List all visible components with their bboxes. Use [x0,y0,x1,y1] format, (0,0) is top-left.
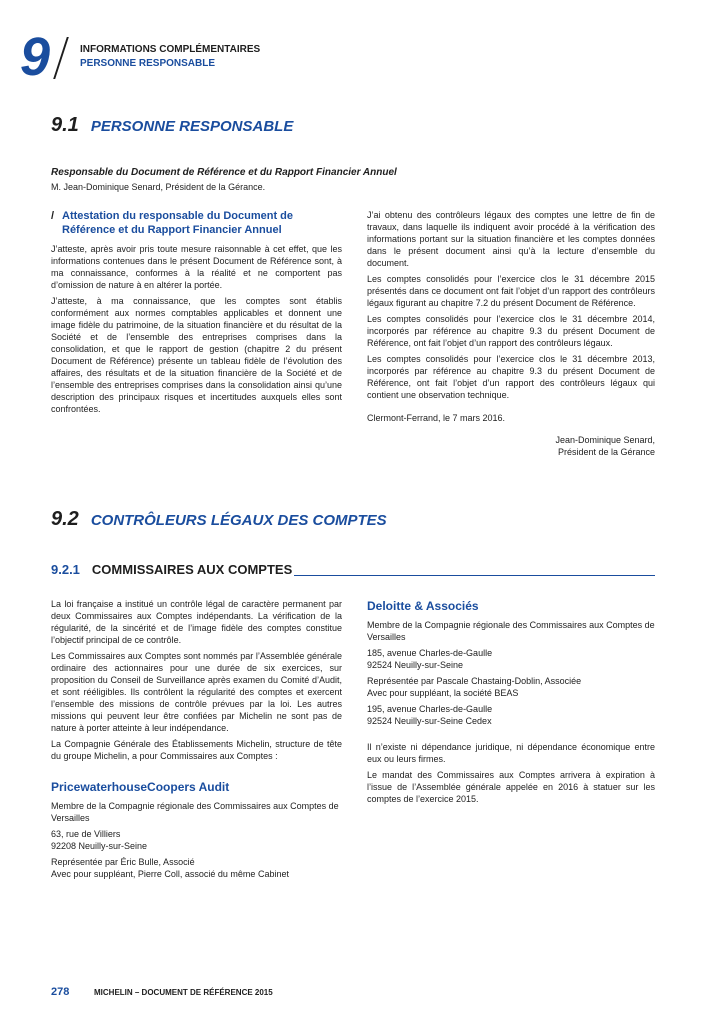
header-section-label: INFORMATIONS COMPLÉMENTAIRES [80,44,261,55]
attestation-right-column [367,209,655,458]
subsection-title: COMMISSAIRES AUX COMPTES [91,562,293,577]
section-title: CONTRÔLEURS LÉGAUX DES COMPTES [90,512,387,529]
firm-address [51,828,342,852]
paragraph: Les comptes consolidés pour l’exercice clos le 31 décembre 2014, incorporés par référence au chapitre 9.3 du présent Document de Référence, ont fait l’objet d’un rapport des contrôleurs légaux. [367,314,655,348]
lead-text: M. Jean-Dominique Senard, Président de la Gérance. [51,182,266,192]
header-divider [53,37,69,79]
paragraph: Le mandat des Commissaires aux Comptes arrivera à expiration à l’issue de l’Assemblée générale appelée en 2016 à statuer sur les comptes de l’exercice 2015. [367,770,655,804]
address-line: 63, rue de Villiers [51,829,121,839]
substitute-address [367,703,655,727]
paragraph: J’atteste, à ma connaissance, que les comptes sont établis conformément aux normes comptables applicables et donnent une image fidèle du patrimoine, de la situation financière et du résultat de la Société et de l’ensemble des entreprises comprises dans la consolidation, et que le rapport de gestion (chapitre 2 du présent Document de Référence) présente un tableau fidèle de l’évolution des affaires, des résultats et de la situation financière de la Société et de l’ensemble des entreprises comprises dans la consolidation ainsi qu’une description des principaux risques et incertitudes auxquels elles sont confrontées. [51,296,342,414]
substitute: Avec pour suppléant, Pierre Coll, associé du même Cabinet [51,869,289,879]
signature-name: Jean-Dominique Senard, [555,435,655,445]
firm-membership: Membre de la Compagnie régionale des Commissaires aux Comptes de Versailles [51,801,339,823]
place-date: Clermont-Ferrand, le 7 mars 2016. [367,413,506,423]
paragraph: La loi française a institué un contrôle légal de caractère permanent par deux Commissaires aux Comptes indépendants. La vérification de la régularité, de la sincérité et de l’image fidèle des comptes constitue l’objectif principal de ce contrôle. [51,599,342,645]
signature-role: Président de la Gérance [557,447,655,457]
paragraph: Les comptes consolidés pour l’exercice clos le 31 décembre 2013, incorporés par référence au chapitre 9.3 du présent Document de Référence, ont fait l’objet d’un rapport des contrôleurs légaux qui contient une observation technique. [367,354,655,400]
auditors-left-column [51,598,342,880]
section-9-2-heading [51,508,387,531]
firm-name: PricewaterhouseCoopers Audit [51,780,230,794]
pwc-block [51,780,342,880]
paragraph: Il n’existe ni dépendance juridique, ni dépendance économique entre eux ou leurs firmes. [367,742,655,764]
representative: Représentée par Pascale Chastaing-Doblin, Associée [367,676,582,686]
firm-name: Deloitte & Associés [367,599,479,613]
paragraph: J’ai obtenu des contrôleurs légaux des comptes une lettre de fin de travaux, dans laquelle ils indiquent avoir procédé à la vérification des informations portant sur la situation financière et les comptes données dans le présent document ainsi qu’à la lecture d’ensemble du document. [367,210,655,268]
heading-rule [294,575,655,576]
section-title: PERSONNE RESPONSABLE [90,118,294,135]
attestation-title-text: Attestation du responsable du Document de Référence et du Rapport Financier Annuel [62,210,294,236]
attestation-left-column [51,209,342,415]
header-subsection-label: PERSONNE RESPONSABLE [80,58,216,69]
section-9-1-heading [51,114,293,137]
section-number: 9.2 [51,508,79,530]
address-line: 92524 Neuilly-sur-Seine Cedex [367,716,492,726]
section-number: 9.1 [51,114,79,136]
substitute: Avec pour suppléant, la société BEAS [367,688,519,698]
representative: Représentée par Éric Bulle, Associé [51,857,195,867]
paragraph: La Compagnie Générale des Établissements Michelin, structure de tête du groupe Michelin, a pour Commissaires aux Comptes : [51,739,342,761]
page-number: 278 [51,986,70,998]
lead-title: Responsable du Document de Référence et du Rapport Financier Annuel [51,167,397,178]
paragraph: J’atteste, après avoir pris toute mesure raisonnable à cet effet, que les informations contenues dans le présent Document de Référence sont, à ma connaissance, conformes à la réalité et ne comportent pas d’omission de nature à en altérer la portée. [51,244,342,290]
footer-document-title: MICHELIN – DOCUMENT DE RÉFÉRENCE 2015 [94,988,273,997]
firm-membership: Membre de la Compagnie régionale des Commissaires aux Comptes de Versailles [367,620,655,642]
auditors-right-column [367,599,655,805]
address-line: 92208 Neuilly-sur-Seine [51,841,148,851]
address-line: 92524 Neuilly-sur-Seine [367,660,464,670]
firm-address [367,647,655,671]
subsection-number: 9.2.1 [51,562,80,577]
address-line: 195, avenue Charles-de-Gaulle [367,704,493,714]
deloitte-block [367,599,655,727]
firm-representation [51,856,342,880]
responsible-lead [51,166,655,194]
subsection-9-2-1-heading [51,562,655,578]
chapter-number: 9 [20,27,49,87]
paragraph: Les comptes consolidés pour l’exercice clos le 31 décembre 2015 présentés dans ce document ont fait l’objet d’un rapport des contrôleurs légaux figurant au chapitre 7.2 du présent Document de Référence. [367,274,655,308]
firm-representation [367,675,655,699]
address-line: 185, avenue Charles-de-Gaulle [367,648,493,658]
attestation-title [51,209,342,237]
paragraph: Les Commissaires aux Comptes sont nommés par l’Assemblée générale ordinaire des actionnaires pour une durée de six exercices, sur proposition du Conseil de Surveillance après examen du Comité d’Audit, et sont rééligibles. Ils contrôlent la régularité des comptes et exercent l’ensemble des missions de contrôle prévues par la loi. Les autres missions qui peuvent leur être confiées par Michelin ne sont pas de nature à porter atteinte à leur indépendance. [51,651,342,733]
slash-marker: / [51,210,55,222]
